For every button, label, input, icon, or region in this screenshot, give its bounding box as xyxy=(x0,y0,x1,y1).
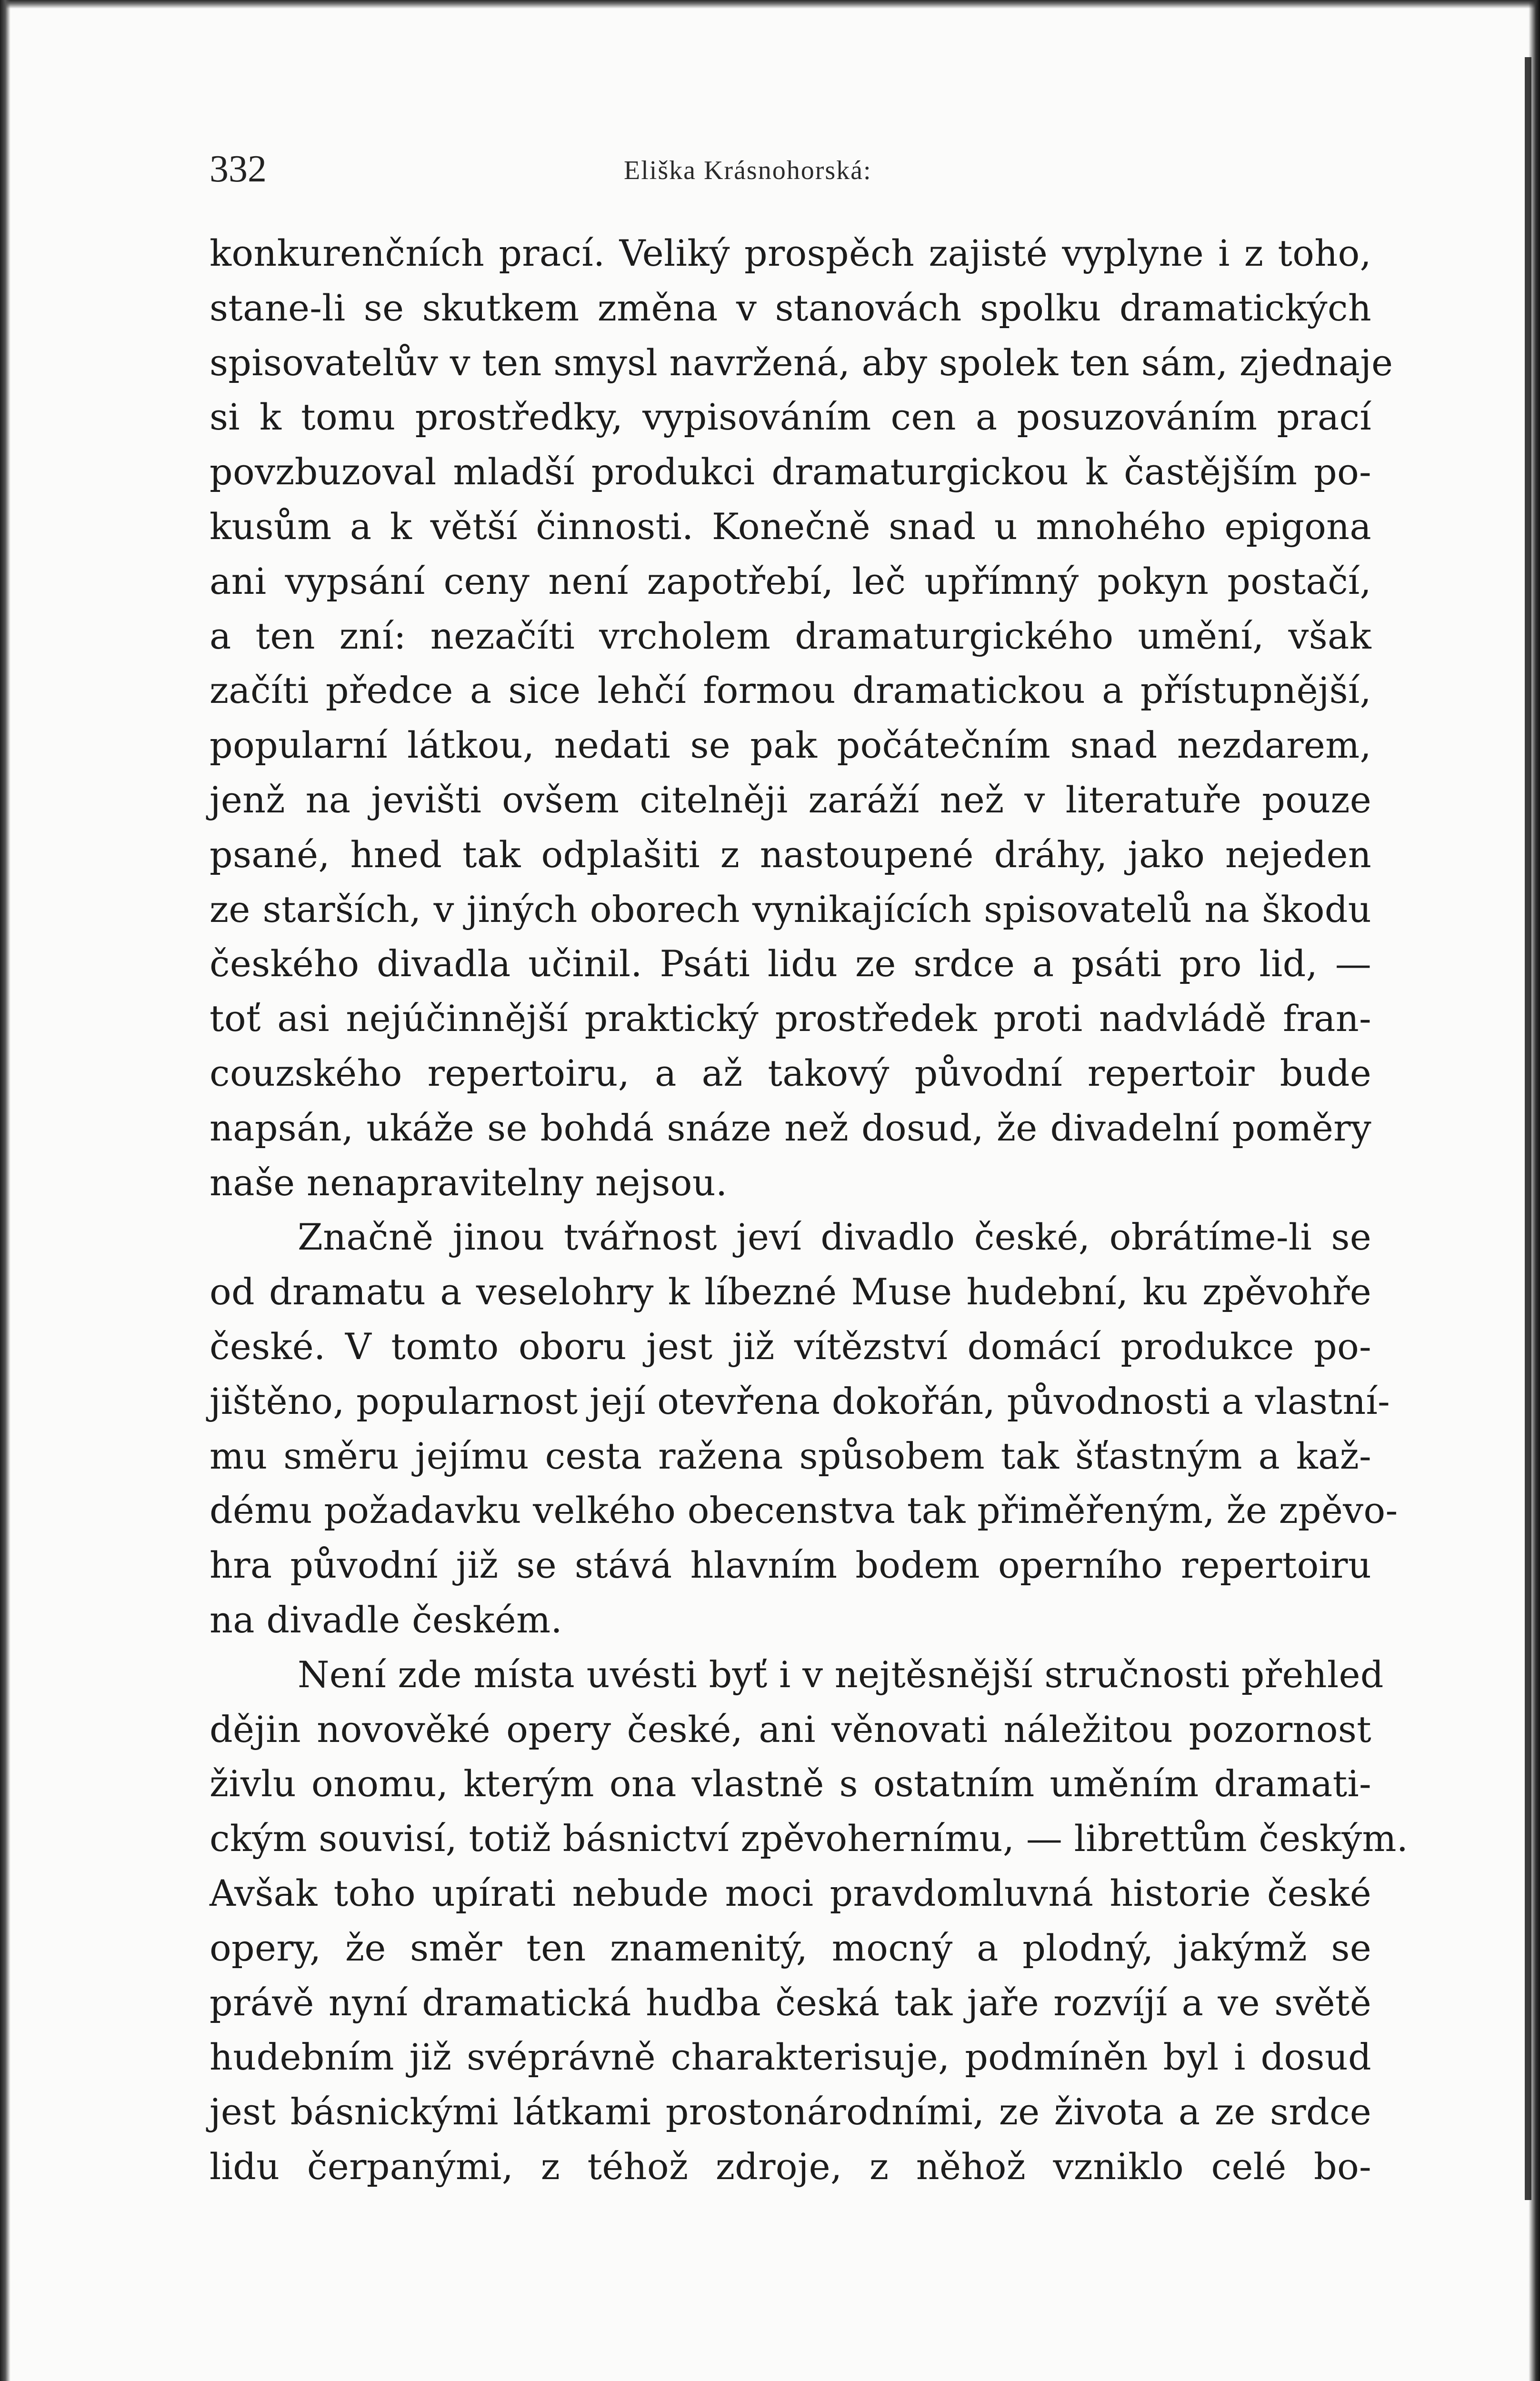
text-line: a ten zní: nezačíti vrcholem dramaturgického umění, však xyxy=(210,614,1371,657)
text-line: ckým souvisí, totiž básnictví zpěvohernímu, — librettům českým. xyxy=(210,1817,1409,1860)
running-title: Eliška Krásnohorská: xyxy=(624,156,872,185)
scan-edge-top xyxy=(0,0,1540,9)
text-line: jištěno, popularnost její otevřena dokořán, původnosti a vlastní- xyxy=(210,1380,1390,1422)
text-line: Není zde místa uvésti byť i v nejtěsnější stručnosti přehled xyxy=(298,1653,1384,1696)
text-line: právě nyní dramatická hudba česká tak jaře rozvíjí a ve světě xyxy=(210,1981,1371,2024)
scan-edge-left xyxy=(0,0,10,2381)
text-line: naše nenapravitelny nejsou. xyxy=(210,1161,728,1204)
text-line: popularní látkou, nedati se pak počátečním snad nezdarem, xyxy=(210,724,1371,767)
text-line: lidu čerpanými, z téhož zdroje, z něhož vzniklo celé bo- xyxy=(210,2145,1371,2188)
text-line: hudebním již svéprávně charakterisuje, podmíněn byl i dosud xyxy=(210,2036,1371,2079)
paragraph xyxy=(210,1210,1398,1647)
text-line: kusům a k větší činnosti. Konečně snad u mnohého epigona xyxy=(210,505,1371,548)
text-line: živlu onomu, kterým ona vlastně s ostatním uměním dramati- xyxy=(210,1762,1371,1805)
text-line: dějin novověké opery české, ani věnovati náležitou pozornost xyxy=(210,1708,1371,1751)
text-line: dému požadavku velkého obecenstva tak přiměřeným, že zpěvo- xyxy=(210,1489,1398,1532)
text-line: toť asi nejúčinnější praktický prostředek proti nadvládě fran- xyxy=(210,997,1371,1040)
text-line: jest básnickými látkami prostonárodními, ze života a ze srdce xyxy=(210,2091,1371,2133)
paragraph xyxy=(210,1648,1409,2194)
text-line: české. V tomto oboru jest již vítězství domácí produkce po- xyxy=(210,1325,1371,1368)
text-line: na divadle českém. xyxy=(210,1598,562,1641)
running-head xyxy=(210,143,1371,195)
text-line: spisovatelův v ten smysl navržená, aby spolek ten sám, zjednaje xyxy=(210,341,1393,384)
text-line: začíti předce a sice lehčí formou dramatickou a přístupnější, xyxy=(210,669,1371,712)
text-line: napsán, ukáže se bohdá snáze než dosud, že divadelní poměry xyxy=(210,1106,1371,1149)
text-line: stane-li se skutkem změna v stanovách spolku dramatických xyxy=(210,286,1371,329)
body-text xyxy=(210,226,1409,2194)
paragraph xyxy=(210,226,1393,1210)
scan-edge-binding-shadow xyxy=(1525,57,1531,2200)
text-line: českého divadla učinil. Psáti lidu ze srdce a psáti pro lid, — xyxy=(210,942,1371,985)
text-line: od dramatu a veselohry k líbezné Muse hudební, ku zpěvohře xyxy=(210,1271,1371,1313)
text-line: konkurenčních prací. Veliký prospěch zajisté vyplyne i z toho, xyxy=(210,232,1371,274)
text-line: couzského repertoiru, a až takový původní repertoir bude xyxy=(210,1051,1371,1094)
text-line: hra původní již se stává hlavním bodem operního repertoiru xyxy=(210,1544,1371,1587)
text-line: mu směru jejímu cesta ražena spůsobem tak šťastným a kaž- xyxy=(210,1434,1371,1477)
text-line: Avšak toho upírati nebude moci pravdomluvná historie české xyxy=(210,1871,1371,1914)
text-line: povzbuzoval mladší produkci dramaturgickou k častějším po- xyxy=(210,450,1371,493)
text-line: Značně jinou tvářnost jeví divadlo české, obrátíme-li se xyxy=(298,1216,1371,1259)
text-line: psané, hned tak odplašiti z nastoupené dráhy, jako nejeden xyxy=(210,833,1371,876)
text-line: ani vypsání ceny není zapotřebí, leč upřímný pokyn postačí, xyxy=(210,560,1371,602)
text-line: ze starších, v jiných oborech vynikajících spisovatelů na škodu xyxy=(210,888,1371,930)
text-line: si k tomu prostředky, vypisováním cen a posuzováním prací xyxy=(210,396,1371,439)
text-line: jenž na jevišti ovšem citelněji zaráží než v literatuře pouze xyxy=(210,778,1371,821)
text-line: opery, že směr ten znamenitý, mocný a plodný, jakýmž se xyxy=(210,1926,1371,1969)
page-number: 332 xyxy=(210,148,267,190)
